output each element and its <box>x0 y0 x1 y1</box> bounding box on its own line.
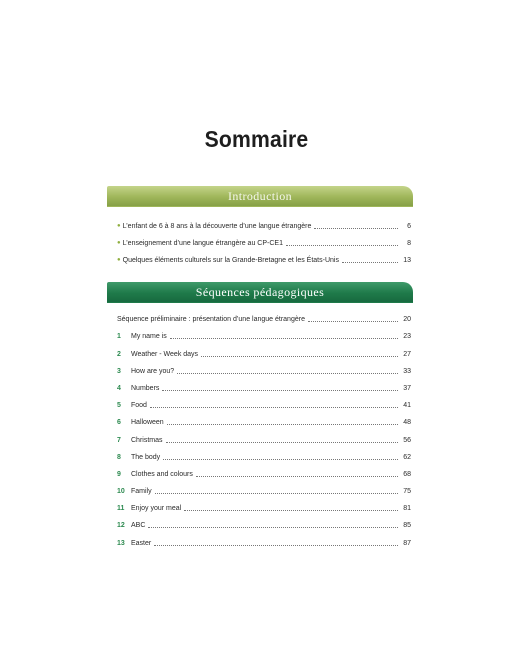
dot-leader <box>314 227 398 229</box>
sequence-number: 7 <box>117 436 121 444</box>
toc-entry-label: The body <box>131 453 161 461</box>
toc-entry[interactable] <box>117 513 411 530</box>
toc-entry[interactable] <box>117 445 411 462</box>
sequence-number: 5 <box>117 402 121 410</box>
introduction-banner: Introduction <box>107 186 413 206</box>
toc-entry-page: 56 <box>403 436 411 444</box>
dot-leader <box>148 526 398 528</box>
toc-entry[interactable] <box>117 248 411 265</box>
bullet-icon: ● <box>117 240 121 246</box>
toc-entry-label: Séquence préliminaire : présentation d’une langue étrangère <box>117 316 305 324</box>
dot-leader <box>167 423 398 425</box>
toc-entry-label: Enjoy your meal <box>131 505 182 513</box>
toc-entry[interactable] <box>117 231 411 248</box>
toc-entry-page: 87 <box>403 539 411 547</box>
toc-entry-label: Quelques éléments culturels sur la Grande-Bretagne et les États-Unis <box>122 257 339 264</box>
dot-leader <box>162 389 398 391</box>
bullet-icon: ● <box>117 257 121 263</box>
toc-entry-page: 85 <box>403 522 411 530</box>
toc-entry-label: L’enfant de 6 à 8 ans à la découverte d’une langue étrangère <box>122 223 312 230</box>
toc-entry[interactable] <box>117 479 411 496</box>
dot-leader <box>286 244 398 246</box>
toc-entry-label: My name is <box>131 333 167 341</box>
sequences-divider <box>107 302 413 303</box>
sequence-number: 12 <box>117 522 125 530</box>
toc-entry[interactable] <box>117 324 411 341</box>
toc-entry[interactable] <box>117 376 411 393</box>
toc-entry-page: 27 <box>403 350 411 358</box>
toc-entry-page: 37 <box>403 384 411 392</box>
dot-leader <box>155 492 398 494</box>
toc-entry-label: Clothes and colours <box>131 470 193 478</box>
sequence-number: 3 <box>117 367 121 375</box>
toc-entry[interactable] <box>117 530 411 547</box>
toc-entry[interactable] <box>117 462 411 479</box>
sequences-list <box>117 307 411 548</box>
toc-entry-label: Numbers <box>131 384 160 392</box>
toc-entry[interactable] <box>117 496 411 513</box>
toc-entry-page: 33 <box>403 367 411 375</box>
dot-leader <box>163 458 398 460</box>
toc-entry-page: 23 <box>403 333 411 341</box>
sequence-number: 6 <box>117 419 121 427</box>
sequence-number: 11 <box>117 505 125 513</box>
toc-entry-label: Food <box>131 402 147 410</box>
dot-leader <box>170 337 398 339</box>
introduction-divider <box>107 206 413 207</box>
toc-entry[interactable] <box>117 341 411 358</box>
toc-entry-page: 48 <box>403 419 411 427</box>
toc-entry[interactable] <box>117 393 411 410</box>
sequence-number: 4 <box>117 384 121 392</box>
toc-entry-label: Weather - Week days <box>131 350 199 358</box>
bullet-icon: ● <box>117 223 121 229</box>
toc-entry-label: Halloween <box>131 419 164 427</box>
dot-leader <box>166 441 398 443</box>
sequence-number: 9 <box>117 470 121 478</box>
toc-entry-page: 68 <box>403 470 411 478</box>
dot-leader <box>196 475 398 477</box>
sequence-number: 1 <box>117 333 121 341</box>
toc-entry[interactable] <box>117 410 411 427</box>
dot-leader <box>184 509 398 511</box>
toc-entry-preliminary[interactable] <box>117 307 411 324</box>
dot-leader <box>201 355 398 357</box>
dot-leader <box>177 372 398 374</box>
introduction-list <box>117 214 411 265</box>
toc-entry-label: Family <box>131 488 152 496</box>
toc-entry-page: 41 <box>403 402 411 410</box>
toc-entry-label: L’enseignement d’une langue étrangère au CP-CE1 <box>122 240 283 247</box>
toc-entry[interactable] <box>117 359 411 376</box>
page-title: Sommaire <box>204 126 309 152</box>
sequence-number: 13 <box>117 539 125 547</box>
dot-leader <box>342 261 398 263</box>
toc-entry[interactable] <box>117 427 411 444</box>
sequence-number: 10 <box>117 488 125 496</box>
toc-entry-page: 20 <box>403 316 411 324</box>
toc-entry-label: Easter <box>131 539 152 547</box>
dot-leader <box>154 544 398 546</box>
toc-entry-page: 81 <box>403 505 411 513</box>
sequence-number: 8 <box>117 453 121 461</box>
dot-leader <box>150 406 398 408</box>
toc-entry[interactable] <box>117 214 411 231</box>
toc-entry-label: ABC <box>131 522 146 530</box>
dot-leader <box>308 320 398 322</box>
toc-entry-page: 13 <box>403 257 411 264</box>
sequence-number: 2 <box>117 350 121 358</box>
toc-entry-page: 75 <box>403 488 411 496</box>
toc-entry-label: How are you? <box>131 367 175 375</box>
toc-entry-label: Christmas <box>131 436 163 444</box>
toc-entry-page: 6 <box>407 223 411 230</box>
sequences-banner: Séquences pédagogiques <box>107 282 413 302</box>
toc-entry-page: 62 <box>403 453 411 461</box>
toc-entry-page: 8 <box>407 240 411 247</box>
